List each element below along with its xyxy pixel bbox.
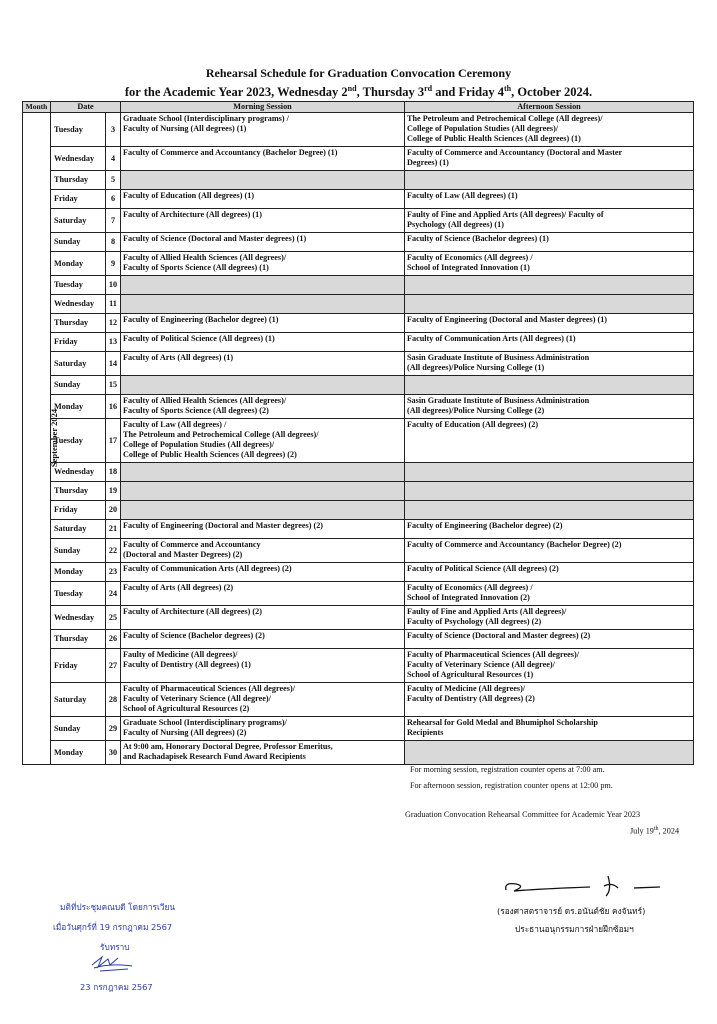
signed-date bbox=[630, 826, 679, 836]
table-row bbox=[23, 501, 694, 520]
day-cell: Tuesday bbox=[51, 276, 106, 295]
morning-session-cell bbox=[121, 147, 405, 171]
chair-signature bbox=[500, 872, 670, 900]
approval-line-1: มติที่ประชุมคณบดี โดยการเวียน bbox=[60, 902, 176, 912]
morning-session-cell bbox=[121, 252, 405, 276]
date-number: 18 bbox=[106, 463, 121, 482]
afternoon-session-line: Faculty of Medicine (All degrees)/ bbox=[407, 684, 526, 693]
table-row bbox=[23, 113, 694, 147]
afternoon-session-cell bbox=[405, 501, 694, 520]
month-label: September 2024 bbox=[49, 408, 60, 468]
afternoon-session-cell bbox=[405, 717, 694, 741]
header-afternoon: Afternoon Session bbox=[405, 102, 694, 113]
afternoon-session-cell bbox=[405, 741, 694, 765]
morning-session-cell bbox=[121, 376, 405, 395]
subtitle-sup: th bbox=[503, 84, 512, 93]
approval-date: 23 กรกฎาคม 2567 bbox=[80, 982, 153, 992]
day-cell: Saturday bbox=[51, 209, 106, 233]
table-row bbox=[23, 649, 694, 683]
morning-session-cell bbox=[121, 563, 405, 582]
afternoon-session-cell bbox=[405, 233, 694, 252]
afternoon-session-line: Faculty of Political Science (All degrees) (2) bbox=[407, 564, 559, 573]
date-number: 27 bbox=[106, 649, 121, 683]
table-row bbox=[23, 606, 694, 630]
day-cell: Monday bbox=[51, 252, 106, 276]
morning-session-cell bbox=[121, 333, 405, 352]
morning-session-line: Faculty of Architecture (All degrees) (1) bbox=[123, 210, 262, 219]
table-row bbox=[23, 209, 694, 233]
table-row bbox=[23, 295, 694, 314]
chair-position: ประธานอนุกรรมการฝ่ายฝึกซ้อมฯ bbox=[515, 924, 634, 934]
day-cell: Saturday bbox=[51, 520, 106, 539]
afternoon-session-line: Faculty of Economics (All degrees) / bbox=[407, 583, 533, 592]
afternoon-session-line: College of Public Health Sciences (All degrees) (1) bbox=[407, 134, 581, 143]
subtitle-sup: nd bbox=[347, 84, 357, 93]
morning-session-cell bbox=[121, 113, 405, 147]
afternoon-session-line: Faculty of Communication Arts (All degrees) (1) bbox=[407, 334, 576, 343]
afternoon-session-line: Faulty of Fine and Applied Arts (All degrees)/ bbox=[407, 607, 567, 616]
date-number: 3 bbox=[106, 113, 121, 147]
morning-session-line: Faculty of Allied Health Sciences (All degrees)/ bbox=[123, 396, 287, 405]
table-row bbox=[23, 147, 694, 171]
date-number: 28 bbox=[106, 683, 121, 717]
day-cell: Friday bbox=[51, 333, 106, 352]
morning-session-line: Graduate School (Interdisciplinary programs)/ bbox=[123, 718, 287, 727]
table-row bbox=[23, 333, 694, 352]
table-row bbox=[23, 252, 694, 276]
morning-session-cell bbox=[121, 539, 405, 563]
date-number: 12 bbox=[106, 314, 121, 333]
afternoon-session-line: School of Agricultural Resources (1) bbox=[407, 670, 534, 679]
table-row bbox=[23, 683, 694, 717]
morning-session-line: Graduate School (Interdisciplinary programs) / bbox=[123, 114, 289, 123]
afternoon-session-line: Faculty of Science (Bachelor degrees) (1) bbox=[407, 234, 549, 243]
afternoon-session-cell bbox=[405, 295, 694, 314]
afternoon-session-line: Degrees) (1) bbox=[407, 158, 449, 167]
morning-session-line: Faculty of Law (All degrees) / bbox=[123, 420, 227, 429]
afternoon-session-line: Faculty of Engineering (Bachelor degree) (2) bbox=[407, 521, 563, 530]
afternoon-session-cell bbox=[405, 539, 694, 563]
day-cell: Tuesday bbox=[51, 582, 106, 606]
morning-session-cell bbox=[121, 352, 405, 376]
schedule-table bbox=[22, 101, 694, 765]
table-row bbox=[23, 563, 694, 582]
afternoon-session-cell bbox=[405, 683, 694, 717]
morning-session-line: Faculty of Political Science (All degrees) (1) bbox=[123, 334, 275, 343]
approval-signature bbox=[88, 953, 136, 973]
table-header-row bbox=[23, 102, 694, 113]
morning-session-cell bbox=[121, 395, 405, 419]
date-number: 30 bbox=[106, 741, 121, 765]
morning-session-line: College of Population Studies (All degrees)/ bbox=[123, 440, 275, 449]
afternoon-session-cell bbox=[405, 147, 694, 171]
morning-session-cell bbox=[121, 482, 405, 501]
morning-session-line: At 9:00 am, Honorary Doctoral Degree, Professor Emeritus, bbox=[123, 742, 333, 751]
afternoon-session-line: Rehearsal for Gold Medal and Bhumiphol Scholarship bbox=[407, 718, 598, 727]
afternoon-session-line: Sasin Graduate Institute of Business Administration bbox=[407, 396, 590, 405]
afternoon-session-cell bbox=[405, 649, 694, 683]
day-cell: Friday bbox=[51, 649, 106, 683]
date-number: 29 bbox=[106, 717, 121, 741]
day-cell: Monday bbox=[51, 741, 106, 765]
table-row bbox=[23, 539, 694, 563]
date-number: 11 bbox=[106, 295, 121, 314]
afternoon-session-line: (All degrees)/Police Nursing College (2) bbox=[407, 406, 545, 415]
afternoon-session-line: College of Population Studies (All degrees)/ bbox=[407, 124, 559, 133]
day-cell: Saturday bbox=[51, 683, 106, 717]
table-row bbox=[23, 741, 694, 765]
afternoon-session-line: Faculty of Economics (All degrees) / bbox=[407, 253, 533, 262]
subtitle-part: for the Academic Year 2023, Wednesday 2 bbox=[124, 85, 348, 100]
day-cell: Thursday bbox=[51, 630, 106, 649]
afternoon-session-cell bbox=[405, 171, 694, 190]
morning-session-line: Faculty of Veterinary Science (All degree)/ bbox=[123, 694, 271, 703]
afternoon-note: For afternoon session, registration counter opens at 12:00 pm. bbox=[410, 781, 613, 790]
table-row bbox=[23, 190, 694, 209]
day-cell: Sunday bbox=[51, 539, 106, 563]
day-cell: Sunday bbox=[51, 717, 106, 741]
date-number: 13 bbox=[106, 333, 121, 352]
date-number: 23 bbox=[106, 563, 121, 582]
day-cell: Sunday bbox=[51, 233, 106, 252]
afternoon-session-line: The Petroleum and Petrochemical College (All degrees)/ bbox=[407, 114, 603, 123]
afternoon-session-cell bbox=[405, 395, 694, 419]
morning-session-line: Faculty of Arts (All degrees) (1) bbox=[123, 353, 234, 362]
afternoon-session-cell bbox=[405, 563, 694, 582]
morning-note: For morning session, registration counter opens at 7:00 am. bbox=[410, 765, 605, 774]
table-row bbox=[23, 352, 694, 376]
afternoon-session-line: Faculty of Pharmaceutical Sciences (All degrees)/ bbox=[407, 650, 579, 659]
date-number: 24 bbox=[106, 582, 121, 606]
day-cell: Wednesday bbox=[51, 606, 106, 630]
page-title: Rehearsal Schedule for Graduation Convocation Ceremony bbox=[205, 66, 512, 80]
day-cell: Monday bbox=[51, 395, 106, 419]
afternoon-session-line: School of Integrated Innovation (1) bbox=[407, 263, 530, 272]
date-number: 21 bbox=[106, 520, 121, 539]
day-cell: Tuesday bbox=[51, 113, 106, 147]
morning-session-cell bbox=[121, 171, 405, 190]
afternoon-session-line: School of Integrated Innovation (2) bbox=[407, 593, 530, 602]
date-part: , 2024 bbox=[658, 826, 680, 836]
morning-session-line: Faculty of Allied Health Sciences (All degrees)/ bbox=[123, 253, 287, 262]
afternoon-session-line: Faculty of Psychology (All degrees) (2) bbox=[407, 617, 542, 626]
date-number: 26 bbox=[106, 630, 121, 649]
morning-session-cell bbox=[121, 209, 405, 233]
afternoon-session-cell bbox=[405, 314, 694, 333]
morning-session-line: Faculty of Science (Doctoral and Master degrees) (1) bbox=[123, 234, 307, 243]
table-row bbox=[23, 419, 694, 463]
table-row bbox=[23, 582, 694, 606]
morning-session-line: Faculty of Sports Science (All degrees) (2) bbox=[123, 406, 269, 415]
morning-session-line: Faculty of Communication Arts (All degrees) (2) bbox=[123, 564, 292, 573]
day-cell: Friday bbox=[51, 501, 106, 520]
morning-session-cell bbox=[121, 717, 405, 741]
afternoon-session-line: Faculty of Science (Doctoral and Master degrees) (2) bbox=[407, 631, 591, 640]
table-row bbox=[23, 463, 694, 482]
day-cell: Wednesday bbox=[51, 295, 106, 314]
day-cell: Thursday bbox=[51, 482, 106, 501]
approval-line-3: รับทราบ bbox=[100, 942, 130, 952]
table-row bbox=[23, 233, 694, 252]
table-row bbox=[23, 376, 694, 395]
morning-session-cell bbox=[121, 233, 405, 252]
day-cell: Saturday bbox=[51, 352, 106, 376]
morning-session-cell bbox=[121, 463, 405, 482]
morning-session-line: Faculty of Nursing (All degrees) (2) bbox=[123, 728, 247, 737]
morning-session-line: Faculty of Dentistry (All degrees) (1) bbox=[123, 660, 251, 669]
date-number: 14 bbox=[106, 352, 121, 376]
afternoon-session-cell bbox=[405, 113, 694, 147]
date-number: 19 bbox=[106, 482, 121, 501]
morning-session-cell bbox=[121, 683, 405, 717]
afternoon-session-cell bbox=[405, 376, 694, 395]
month-cell bbox=[23, 113, 60, 765]
day-cell: Friday bbox=[51, 190, 106, 209]
afternoon-session-line: Faculty of Engineering (Doctoral and Master degrees) (1) bbox=[407, 315, 608, 324]
afternoon-session-line: Faculty of Dentistry (All degrees) (2) bbox=[407, 694, 535, 703]
morning-session-line: Faculty of Arts (All degrees) (2) bbox=[123, 583, 234, 592]
morning-session-cell bbox=[121, 314, 405, 333]
approval-line-2: เมื่อวันศุกร์ที่ 19 กรกฎาคม 2567 bbox=[53, 922, 173, 932]
morning-session-line: Faulty of Medicine (All degrees)/ bbox=[123, 650, 238, 659]
morning-session-line: (Doctoral and Master Degrees) (2) bbox=[123, 550, 243, 559]
afternoon-session-cell bbox=[405, 482, 694, 501]
committee-name: Graduation Convocation Rehearsal Committee for Academic Year 2023 bbox=[405, 810, 641, 819]
afternoon-session-line: Recipients bbox=[407, 728, 444, 737]
morning-session-line: Faculty of Nursing (All degrees) (1) bbox=[123, 124, 247, 133]
morning-session-line: Faculty of Education (All degrees) (1) bbox=[123, 191, 255, 200]
morning-session-line: and Rachadapisek Research Fund Award Recipients bbox=[123, 752, 306, 761]
afternoon-session-cell bbox=[405, 419, 694, 463]
date-number: 16 bbox=[106, 395, 121, 419]
table-row bbox=[23, 717, 694, 741]
table-row bbox=[23, 171, 694, 190]
chair-name: (รองศาสตราจารย์ ดร.อนันต์ชัย คงจันทร์) bbox=[497, 906, 646, 916]
table-row bbox=[23, 482, 694, 501]
morning-session-line: School of Agricultural Resources (2) bbox=[123, 704, 250, 713]
morning-session-cell bbox=[121, 295, 405, 314]
day-cell: Wednesday bbox=[51, 147, 106, 171]
morning-session-line: Faculty of Commerce and Accountancy bbox=[123, 540, 261, 549]
morning-session-line: Faculty of Engineering (Bachelor degree) (1) bbox=[123, 315, 279, 324]
afternoon-session-line: Faculty of Commerce and Accountancy (Bachelor Degree) (2) bbox=[407, 540, 622, 549]
afternoon-session-line: Faculty of Commerce and Accountancy (Doctoral and Master bbox=[407, 148, 623, 157]
date-number: 6 bbox=[106, 190, 121, 209]
morning-session-cell bbox=[121, 501, 405, 520]
morning-session-line: Faculty of Pharmaceutical Sciences (All degrees)/ bbox=[123, 684, 295, 693]
afternoon-session-cell bbox=[405, 252, 694, 276]
morning-session-line: Faculty of Science (Bachelor degrees) (2) bbox=[123, 631, 265, 640]
day-cell: Thursday bbox=[51, 314, 106, 333]
date-number: 4 bbox=[106, 147, 121, 171]
table-row bbox=[23, 395, 694, 419]
table-row bbox=[23, 276, 694, 295]
subtitle-sup: rd bbox=[424, 84, 433, 93]
morning-session-line: Faculty of Commerce and Accountancy (Bachelor Degree) (1) bbox=[123, 148, 338, 157]
date-number: 17 bbox=[106, 419, 121, 463]
subtitle-part: , Thursday 3 bbox=[356, 85, 425, 100]
header-month: Month bbox=[23, 102, 51, 113]
date-number: 15 bbox=[106, 376, 121, 395]
afternoon-session-cell bbox=[405, 630, 694, 649]
date-sup: th bbox=[653, 826, 659, 832]
morning-session-cell bbox=[121, 649, 405, 683]
morning-session-cell bbox=[121, 419, 405, 463]
afternoon-session-line: (All degrees)/Police Nursing College (1) bbox=[407, 363, 545, 372]
date-number: 9 bbox=[106, 252, 121, 276]
afternoon-session-line: Faculty of Education (All degrees) (2) bbox=[407, 420, 539, 429]
morning-session-line: Faculty of Sports Science (All degrees) (1) bbox=[123, 263, 269, 272]
day-cell: Monday bbox=[51, 563, 106, 582]
morning-session-line: Faculty of Architecture (All degrees) (2) bbox=[123, 607, 262, 616]
date-number: 20 bbox=[106, 501, 121, 520]
afternoon-session-cell bbox=[405, 463, 694, 482]
afternoon-session-line: Sasin Graduate Institute of Business Administration bbox=[407, 353, 590, 362]
afternoon-session-line: Faculty of Veterinary Science (All degree)/ bbox=[407, 660, 555, 669]
day-cell: Wednesday bbox=[51, 463, 106, 482]
afternoon-session-cell bbox=[405, 352, 694, 376]
afternoon-session-line: Faulty of Fine and Applied Arts (All degrees)/ Faculty of bbox=[407, 210, 604, 219]
morning-session-cell bbox=[121, 741, 405, 765]
afternoon-session-line: Psychology (All degrees) (1) bbox=[407, 220, 504, 229]
date-number: 25 bbox=[106, 606, 121, 630]
morning-session-cell bbox=[121, 190, 405, 209]
header-date: Date bbox=[51, 102, 121, 113]
afternoon-session-cell bbox=[405, 606, 694, 630]
afternoon-session-line: Faculty of Law (All degrees) (1) bbox=[407, 191, 518, 200]
afternoon-session-cell bbox=[405, 582, 694, 606]
afternoon-session-cell bbox=[405, 209, 694, 233]
table-row bbox=[23, 630, 694, 649]
day-cell: Tuesday bbox=[51, 419, 106, 463]
day-cell: Thursday bbox=[51, 171, 106, 190]
date-number: 8 bbox=[106, 233, 121, 252]
morning-session-cell bbox=[121, 276, 405, 295]
header-morning: Morning Session bbox=[121, 102, 405, 113]
afternoon-session-cell bbox=[405, 190, 694, 209]
morning-session-cell bbox=[121, 630, 405, 649]
date-number: 7 bbox=[106, 209, 121, 233]
morning-session-line: The Petroleum and Petrochemical College (All degrees)/ bbox=[123, 430, 319, 439]
date-number: 10 bbox=[106, 276, 121, 295]
morning-session-cell bbox=[121, 582, 405, 606]
date-part: July 19 bbox=[630, 826, 654, 836]
afternoon-session-cell bbox=[405, 520, 694, 539]
morning-session-cell bbox=[121, 520, 405, 539]
subtitle-part: , October 2024. bbox=[511, 85, 593, 100]
morning-session-line: Faculty of Engineering (Doctoral and Master degrees) (2) bbox=[123, 521, 324, 530]
date-number: 22 bbox=[106, 539, 121, 563]
schedule-body bbox=[23, 113, 694, 765]
table-row bbox=[23, 314, 694, 333]
morning-session-cell bbox=[121, 606, 405, 630]
afternoon-session-cell bbox=[405, 276, 694, 295]
date-number: 5 bbox=[106, 171, 121, 190]
page-subtitle bbox=[0, 84, 717, 100]
morning-session-line: College of Public Health Sciences (All degrees) (2) bbox=[123, 450, 297, 459]
table-row bbox=[23, 520, 694, 539]
afternoon-session-cell bbox=[405, 333, 694, 352]
day-cell: Sunday bbox=[51, 376, 106, 395]
subtitle-part: and Friday 4 bbox=[432, 85, 504, 100]
